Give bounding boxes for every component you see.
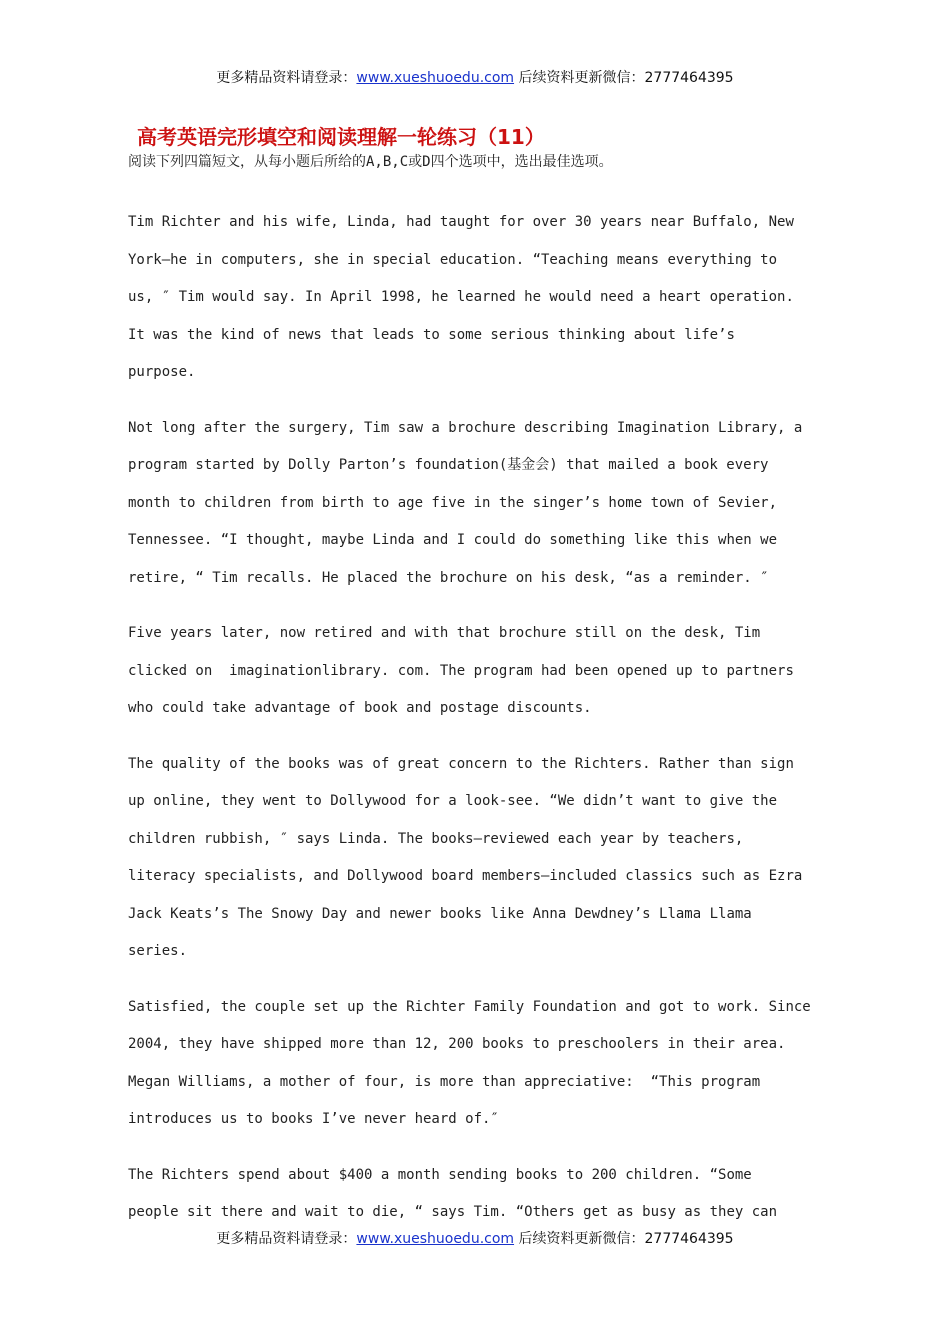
paragraph-line: month to children from birth to age five in the singer’s home town of Sevier,	[128, 494, 778, 511]
banner-prefix: 更多精品资料请登录：	[216, 1231, 357, 1247]
paragraph-line: series.	[128, 943, 188, 959]
paragraph-line: people sit there and wait to die, “ says Tim. “Others get as busy as they can	[128, 1204, 778, 1220]
paragraph-line: Not long after the surgery, Tim saw a brochure describing Imagination Library, a	[128, 419, 803, 436]
paragraph-line: retire, “ Tim recalls. He placed the brochure on his desk, “as a reminder. ″	[128, 569, 769, 586]
article-body	[128, 204, 810, 1250]
instructions: 阅读下列四篇短文，从每小题后所给的A,B,C或D四个选项中，选出最佳选项。	[128, 154, 613, 170]
banner-suffix: 后续资料更新微信：2777464395	[518, 70, 734, 86]
paragraph-line: The Richters spend about $400 a month sending books to 200 children. “Some	[128, 1166, 752, 1183]
paragraph-line: It was the kind of news that leads to some serious thinking about life’s	[128, 326, 735, 343]
paragraph-line: literacy specialists, and Dollywood board members—included classics such as Ezra	[128, 868, 803, 884]
article-paragraph	[128, 615, 810, 728]
paragraph-line: Jack Keats’s The Snowy Day and newer books like Anna Dewdney’s Llama Llama	[128, 905, 752, 922]
paragraph-line: Satisfied, the couple set up the Richter Family Foundation and got to work. Since	[128, 998, 811, 1015]
paragraph-line: York—he in computers, she in special education. “Teaching means everything to	[128, 251, 778, 268]
paragraph-line: who could take advantage of book and postage discounts.	[128, 700, 592, 716]
article-paragraph	[128, 746, 810, 971]
banner-website-link[interactable]: www.xueshuoedu.com	[356, 1231, 515, 1247]
banner-website-link[interactable]: www.xueshuoedu.com	[356, 70, 515, 86]
banner-suffix: 后续资料更新微信：2777464395	[518, 1231, 734, 1247]
paragraph-line: Tennessee. “I thought, maybe Linda and I could do something like this when we	[128, 532, 778, 548]
paragraph-line: purpose.	[128, 364, 196, 380]
document-title: 高考英语完形填空和阅读理解一轮练习（11）	[137, 125, 545, 149]
paragraph-line: Megan Williams, a mother of four, is more than appreciative: “This program	[128, 1073, 761, 1090]
paragraph-line: us, ″ Tim would say. In April 1998, he learned he would need a heart operation.	[128, 289, 794, 305]
paragraph-line: clicked on imaginationlibrary. com. The program had been opened up to partners	[128, 662, 794, 679]
paragraph-line: Five years later, now retired and with that brochure still on the desk, Tim	[128, 625, 761, 641]
paragraph-line: introduces us to books I’ve never heard of.″	[128, 1111, 499, 1127]
article-paragraph	[128, 410, 810, 598]
paragraph-line: program started by Dolly Parton’s foundation(基金会) that mailed a book every	[128, 457, 769, 473]
paragraph-line: up online, they went to Dollywood for a look-see. “We didn’t want to give the	[128, 793, 778, 809]
article-paragraph	[128, 204, 810, 392]
header-banner	[0, 67, 950, 87]
banner-prefix: 更多精品资料请登录：	[216, 70, 357, 86]
paragraph-line: Tim Richter and his wife, Linda, had taught for over 30 years near Buffalo, New	[128, 214, 794, 230]
paragraph-line: children rubbish, ″ says Linda. The books—reviewed each year by teachers,	[128, 830, 744, 847]
article-paragraph	[128, 1157, 810, 1232]
paragraph-line: 2004, they have shipped more than 12, 200 books to preschoolers in their area.	[128, 1036, 786, 1052]
article-paragraph	[128, 989, 810, 1139]
footer-banner	[0, 1228, 950, 1248]
paragraph-line: The quality of the books was of great concern to the Richters. Rather than sign	[128, 755, 794, 772]
